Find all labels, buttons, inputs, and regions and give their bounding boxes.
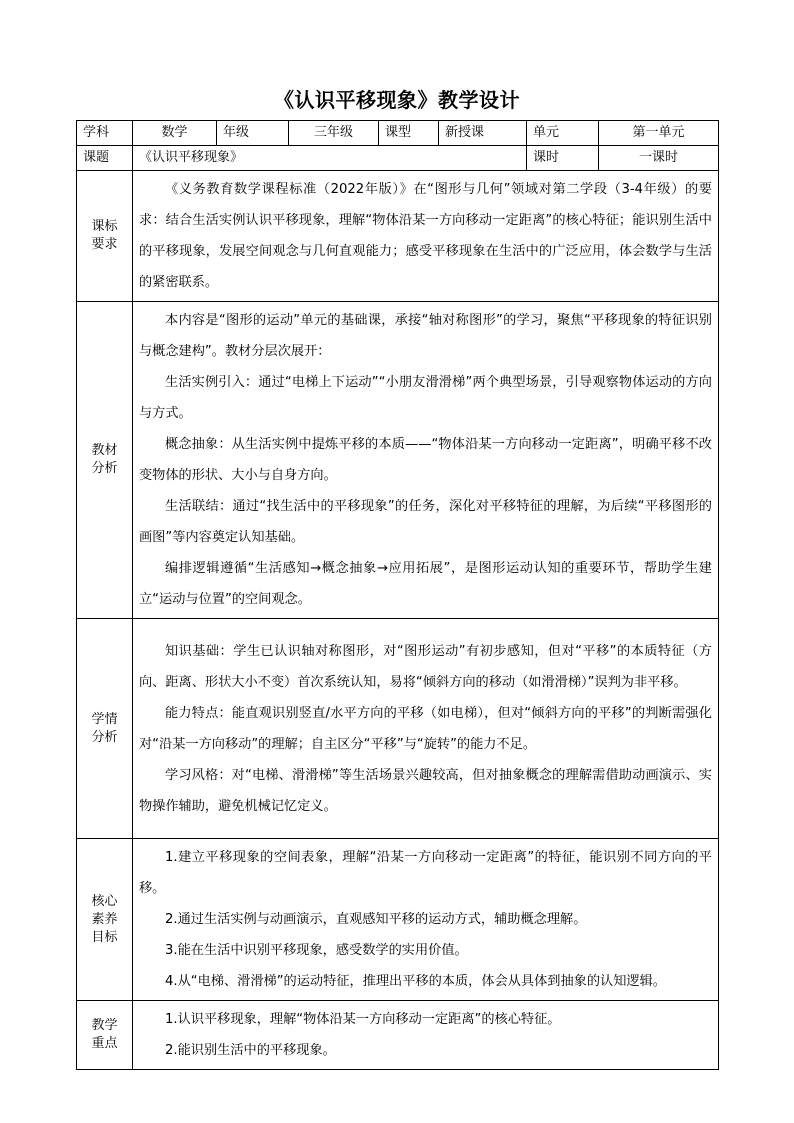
paragraph: 生活联结：通过“找生活中的平移现象”的任务，深化对平移特征的理解，为后续“平移图形的画图”等内容奠定认知基础。 [139, 499, 712, 545]
paragraph: 能力特点：能直观识别竖直/水平方向的平移（如电梯），但对“倾斜方向的平移”的判断需强化对“沿某一方向移动”的理解；自主区分“平移”与“旋转”的能力不足。 [139, 705, 712, 752]
paragraph: 知识基础：学生已认识轴对称图形，对“图形运动”有初步感知，但对“平移”的本质特征（方向、距离、形状大小不变）首次系统认知，易将“倾斜方向的移动（如滑滑梯）”误判为非平移。 [139, 643, 712, 690]
paragraph: 1.认识平移现象，理解“物体沿某一方向移动一定距离”的核心特征。 [165, 1012, 561, 1027]
grade-label: 年级 [217, 121, 289, 146]
topic-row [77, 146, 719, 171]
paragraph: 学习风格：对“电梯、滑滑梯”等生活场景兴趣较高，但对抽象概念的理解需借助动画演示、实物操作辅助，避免机械记忆定义。 [139, 767, 712, 814]
section-label-textbook [77, 302, 133, 619]
section-label-text: 教材分析 [91, 443, 118, 476]
section-row-textbook [77, 302, 719, 619]
section-content-curriculum [133, 171, 719, 302]
paragraph: 2.通过生活实例与动画演示，直观感知平移的运动方式，辅助概念理解。 [165, 912, 587, 927]
section-content-goals [133, 839, 719, 1001]
section-label-goals [77, 839, 133, 1001]
topic-label: 课题 [77, 146, 133, 171]
subject-value: 数学 [133, 121, 217, 146]
section-label-text: 核心素养目标 [91, 893, 118, 945]
paragraph: 3.能在生活中识别平移现象，感受数学的实用价值。 [165, 943, 468, 958]
section-row-curriculum [77, 171, 719, 302]
type-value: 新授课 [439, 121, 527, 146]
section-label-students [77, 619, 133, 839]
paragraph: 2.能识别生活中的平移现象。 [165, 1043, 336, 1058]
paragraph: 《义务教育数学课程标准（2022年版）》在“图形与几何”领域对第二学段（3-4年级）的要求：结合生活实例认识平移现象，理解“物体沿某一方向移动一定距离”的核心特征；能识别生活中的平移现象，发展空间观念与几何直观能力；感受平移现象在生活中的广泛应用，体会数学与生活的紧密联系。 [139, 182, 712, 290]
section-row-goals [77, 839, 719, 1001]
period-value: 一课时 [599, 146, 719, 171]
section-label-text: 课标要求 [91, 219, 118, 252]
paragraph: 4.从“电梯、滑滑梯”的运动特征，推理出平移的本质，体会从具体到抽象的认知逻辑。 [165, 974, 666, 989]
lesson-plan-table [76, 120, 719, 1070]
section-content-keypoints [133, 1001, 719, 1070]
type-label: 课型 [379, 121, 439, 146]
section-label-text: 教学重点 [91, 1018, 118, 1051]
header-row [77, 121, 719, 146]
paragraph: 概念抽象：从生活实例中提炼平移的本质——“物体沿某一方向移动一定距离”，明确平移不改变物体的形状、大小与自身方向。 [139, 437, 712, 483]
paragraph: 生活实例引入：通过“电梯上下运动”“小朋友滑滑梯”两个典型场景，引导观察物体运动的方向与方式。 [139, 375, 712, 421]
paragraph: 本内容是“图形的运动”单元的基础课，承接“轴对称图形”的学习，聚焦“平移现象的特征识别与概念建构”。教材分层次展开： [139, 313, 712, 359]
section-label-text: 学情分析 [91, 711, 118, 745]
paragraph: 1.建立平移现象的空间表象，理解“沿某一方向移动一定距离”的特征，能识别不同方向的平移。 [139, 850, 712, 896]
section-label-curriculum [77, 171, 133, 302]
paragraph: 编排逻辑遵循“生活感知→概念抽象→应用拓展”，是图形运动认知的重要环节，帮助学生建立“运动与位置”的空间观念。 [139, 561, 712, 607]
section-label-keypoints [77, 1001, 133, 1070]
unit-value: 第一单元 [599, 121, 719, 146]
section-content-textbook [133, 302, 719, 619]
section-content-students [133, 619, 719, 839]
unit-label: 单元 [527, 121, 599, 146]
document-title: 《认识平移现象》教学设计 [274, 88, 520, 112]
section-row-keypoints [77, 1001, 719, 1070]
topic-value: 《认识平移现象》 [133, 146, 527, 171]
period-label: 课时 [527, 146, 599, 171]
subject-label: 学科 [77, 121, 133, 146]
grade-value: 三年级 [289, 121, 379, 146]
section-row-students [77, 619, 719, 839]
